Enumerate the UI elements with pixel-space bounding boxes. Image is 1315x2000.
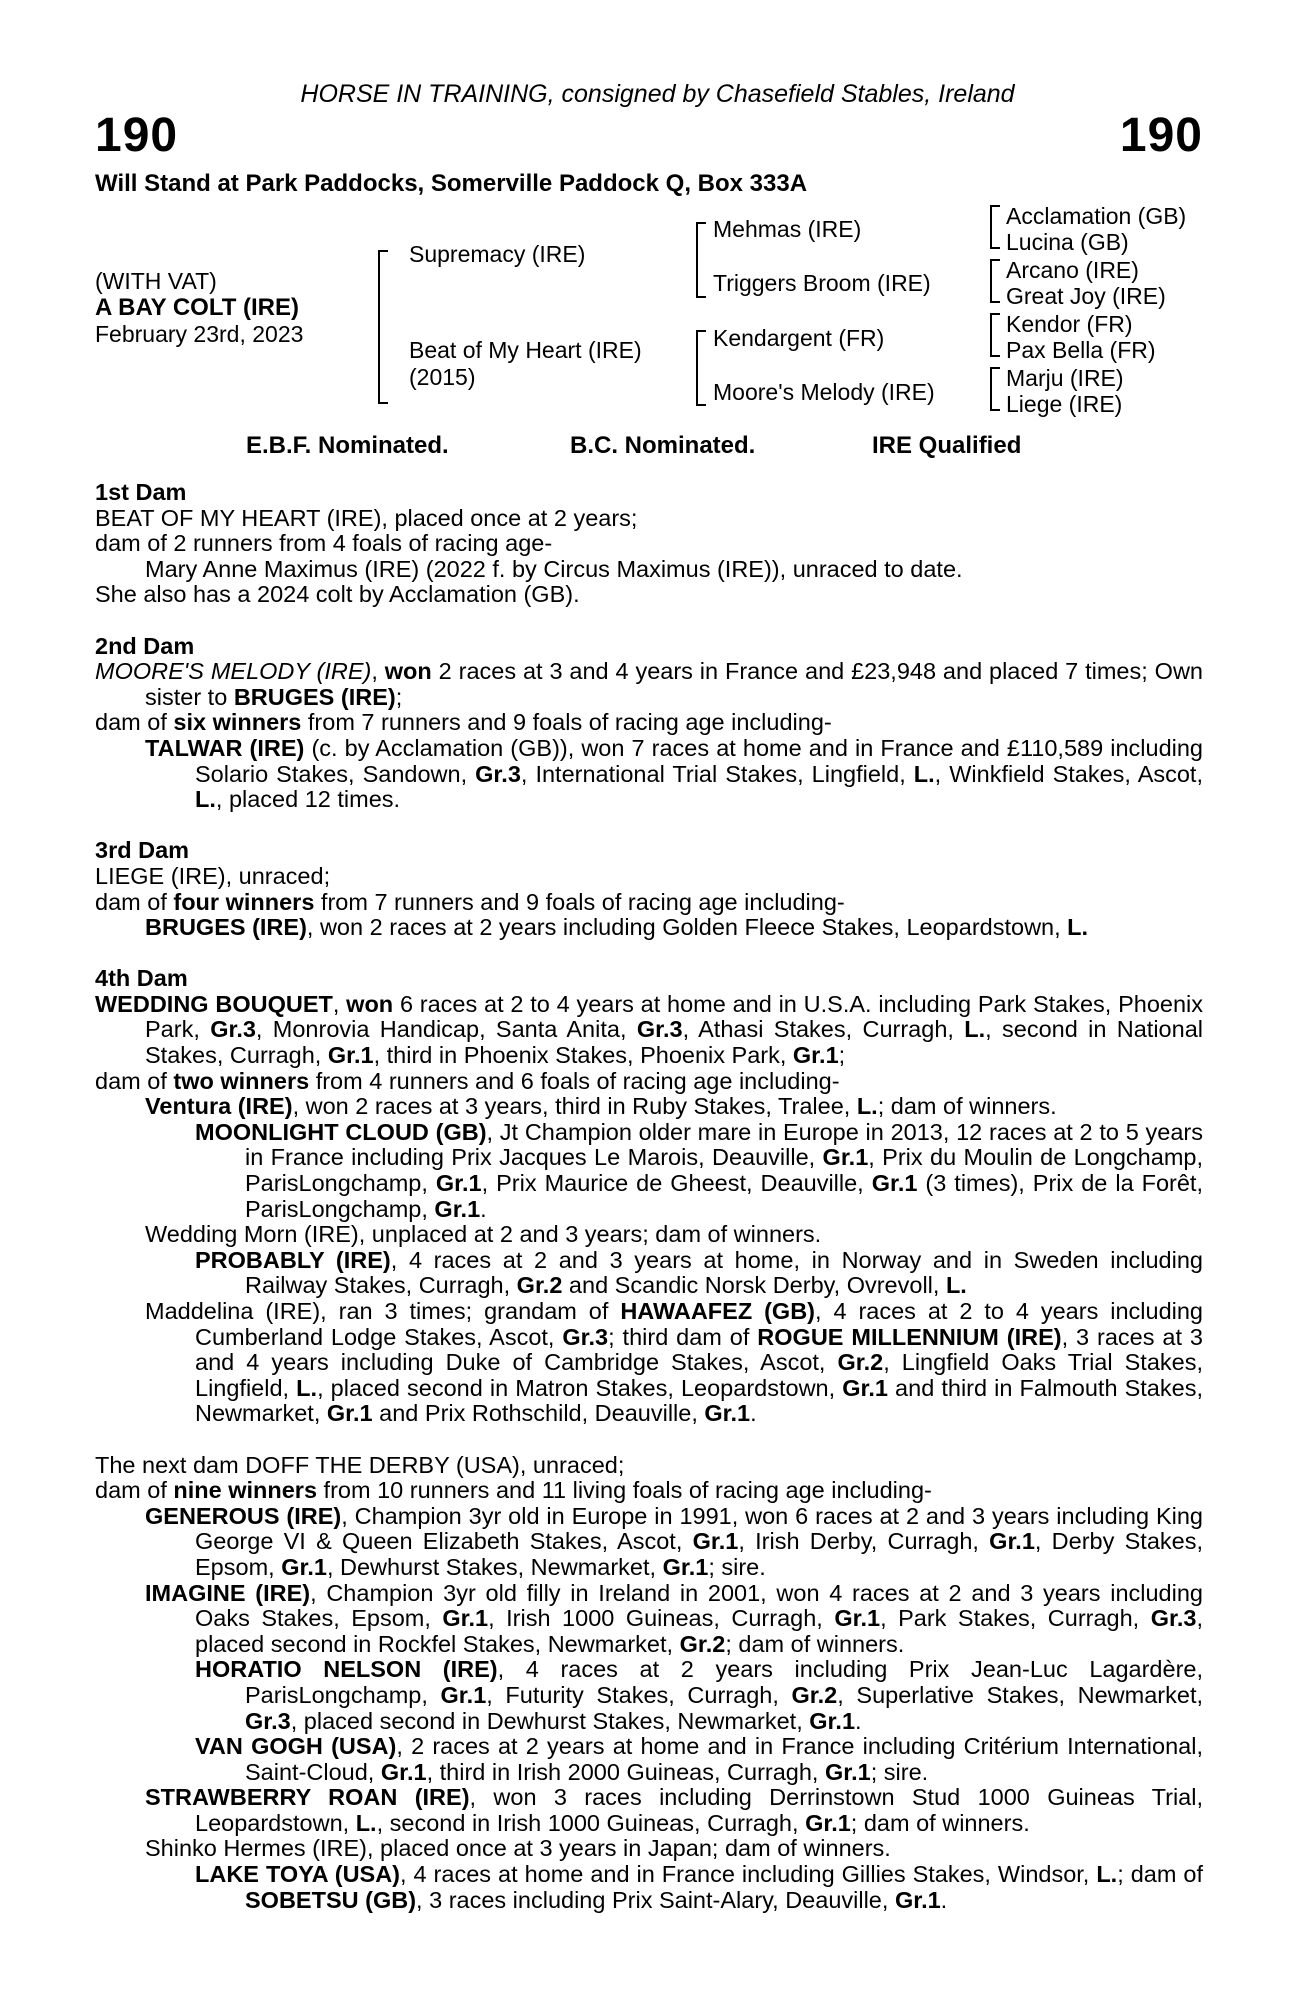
lot-number-left: 190: [95, 109, 179, 162]
gen3-2: Lucina (GB): [1006, 229, 1129, 255]
dam-dam: Moore's Melody (IRE): [713, 379, 935, 405]
gen3-6: Pax Bella (FR): [1006, 337, 1156, 363]
dam2-name: MOORE'S MELODY (IRE): [95, 658, 372, 685]
dam4-line: WEDDING BOUQUET, won 6 races at 2 to 4 years at home and in U.S.A. including Park Stakes, Phoenix Park, Gr.3, Monrovia Handicap, Santa Anita, Gr.3, Athasi Stakes, Curragh, L., second in National Stakes, Curragh, Gr.1, third in Phoenix Stakes, Phoenix Park, Gr.1;: [95, 990, 1204, 1069]
dam4-heading: 4th Dam: [95, 965, 188, 992]
dam1-produce-summary: dam of 2 runners from 4 foals of racing age-: [95, 530, 553, 557]
sire-sire: Mehmas (IRE): [713, 216, 862, 242]
dam4-produce-summary: dam of two winners from 4 runners and 6 foals of racing age including-: [95, 1067, 840, 1094]
dam1-heading: 1st Dam: [95, 479, 187, 505]
dam3-produce-item: BRUGES (IRE), won 2 races at 2 years including Golden Fleece Stakes, Leopardstown, L.: [145, 914, 1089, 941]
dam4-grandproduce-item: MOONLIGHT CLOUD (GB), Jt Champion older mare in Europe in 2013, 12 races at 2 to 5 years in France including Prix Jacques Le Marois, Deauville, Gr.1, Prix du Moulin de Longchamp, ParisLongchamp, Gr.1, Prix Maurice de Gheest, Deauville, Gr.1 (3 times), Prix de la Forêt, ParisLongchamp, Gr.1.: [195, 1118, 1203, 1222]
next-dam-grandproduce-item: LAKE TOYA (USA), 4 races at home and in France including Gillies Stakes, Windsor, L.; dam of SOBETSU (GB), 3 races including Prix Saint-Alary, Deauville, Gr.1.: [195, 1861, 1204, 1913]
dam4-produce-item: Wedding Morn (IRE), unplaced at 2 and 3 years; dam of winners.: [145, 1221, 822, 1248]
brace-g4: [990, 367, 1000, 411]
next-dam-grandproduce-item: HORATIO NELSON (IRE), 4 races at 2 years including Prix Jean-Luc Lagardère, ParisLongchamp, Gr.1, Futurity Stakes, Curragh, Gr.2, Superlative Stakes, Newmarket, Gr.3, placed second in Dewhurst Stakes, Newmarket, Gr.1.: [195, 1656, 1204, 1734]
brace-g1: [990, 205, 1000, 249]
gen3-5: Kendor (FR): [1006, 311, 1133, 337]
brace-sire: [696, 222, 706, 298]
next-dam-produce-summary: dam of nine winners from 10 runners and 11 living foals of racing age including-: [95, 1477, 932, 1504]
dam3-heading: 3rd Dam: [95, 837, 190, 864]
next-dam-produce-item: GENEROUS (IRE), Champion 3yr old in Europe in 1991, won 6 races at 2 and 3 years including King George VI & Queen Elizabeth Stakes, Ascot, Gr.1, Irish Derby, Curragh, Gr.1, Derby Stakes, Epsom, Gr.1, Dewhurst Stakes, Newmarket, Gr.1; sire.: [145, 1502, 1203, 1580]
dam: Beat of My Heart (IRE): [409, 337, 642, 363]
dam4-produce-item: Ventura (IRE), won 2 races at 3 years, third in Ruby Stakes, Tralee, L.; dam of winners.: [145, 1093, 1057, 1120]
ire-qualified: IRE Qualified: [872, 432, 1022, 459]
dam1-produce-item: Mary Anne Maximus (IRE) (2022 f. by Circus Maximus (IRE)), unraced to date.: [145, 555, 963, 582]
dam2-heading: 2nd Dam: [95, 632, 195, 659]
consignor-line: HORSE IN TRAINING, consigned by Chasefield Stables, Ireland: [300, 80, 1015, 108]
gen3-1: Acclamation (GB): [1006, 203, 1187, 229]
next-dam-produce-item: STRAWBERRY ROAN (IRE), won 3 races including Derrinstown Stud 1000 Guineas Trial, Leopardstown, L., second in Irish 1000 Guineas, Curragh, Gr.1; dam of winners.: [145, 1784, 1203, 1836]
gen3-8: Liege (IRE): [1006, 391, 1123, 417]
horse-name: A BAY COLT (IRE): [95, 294, 300, 321]
dam3-produce-summary: dam of four winners from 7 runners and 9 foals of racing age including-: [95, 888, 845, 915]
dam-sire: Kendargent (FR): [713, 325, 885, 351]
gen3-4: Great Joy (IRE): [1006, 283, 1166, 309]
sire: Supremacy (IRE): [409, 241, 586, 267]
gen3-3: Arcano (IRE): [1006, 257, 1139, 283]
dam4-grandproduce-item: PROBABLY (IRE), 4 races at 2 and 3 years at home, in Norway and in Sweden including Railway Stakes, Curragh, Gr.2 and Scandic Norsk Derby, Ovrevoll, L.: [195, 1246, 1203, 1299]
brace-dam: [696, 330, 706, 406]
catalogue-body: [95, 480, 1203, 1913]
lot-number-right: 190: [1119, 109, 1203, 162]
brace-g2: [990, 259, 1000, 303]
bc-nomination: B.C. Nominated.: [570, 432, 756, 459]
gen3-7: Marju (IRE): [1006, 365, 1124, 391]
next-dam-grandproduce-item: VAN GOGH (USA), 2 races at 2 years at home and in France including Critérium International, Saint-Cloud, Gr.1, third in Irish 2000 Guineas, Curragh, Gr.1; sire.: [195, 1733, 1203, 1785]
foaling-date: February 23rd, 2023: [95, 321, 304, 347]
next-dam-line: The next dam DOFF THE DERBY (USA), unraced;: [95, 1451, 625, 1478]
dam4-produce-item: Maddelina (IRE), ran 3 times; grandam of HAWAAFEZ (GB), 4 races at 2 to 4 years including Cumberland Lodge Stakes, Ascot, Gr.3; third dam of ROGUE MILLENNIUM (IRE), 3 races at 3 and 4 years including Duke of Cambridge Stakes, Ascot, Gr.2, Lingfield Oaks Trial Stakes, Lingfield, L., placed second in Matron Stakes, Leopardstown, Gr.1 and third in Falmouth Stakes, Newmarket, Gr.1 and Prix Rothschild, Deauville, Gr.1.: [145, 1298, 1203, 1427]
ebf-nomination: E.B.F. Nominated.: [246, 432, 449, 459]
next-dam-produce-item: IMAGINE (IRE), Champion 3yr old filly in Ireland in 2001, won 4 races at 2 and 3 years including Oaks Stakes, Epsom, Gr.1, Irish 1000 Guineas, Curragh, Gr.1, Park Stakes, Curragh, Gr.3, placed second in Rockfel Stakes, Newmarket, Gr.2; dam of winners.: [145, 1579, 1203, 1657]
dam3-line: LIEGE (IRE), unraced;: [95, 862, 331, 889]
next-dam-produce-item: Shinko Hermes (IRE), placed once at 3 years in Japan; dam of winners.: [145, 1835, 891, 1862]
dam2-line: MOORE'S MELODY (IRE), won 2 races at 3 and 4 years in France and £23,948 and placed 7 times; Own sister to BRUGES (IRE);: [95, 658, 1203, 710]
dam-year: (2015): [409, 364, 476, 390]
brace-g3: [990, 313, 1000, 357]
vat-note: (WITH VAT): [95, 268, 217, 294]
sire-dam: Triggers Broom (IRE): [713, 270, 931, 296]
stand-location: Will Stand at Park Paddocks, Somerville Paddock Q, Box 333A: [95, 170, 808, 197]
brace-gen1: [378, 250, 388, 404]
dam1-note: She also has a 2024 colt by Acclamation (GB).: [95, 581, 580, 608]
dam1-line: BEAT OF MY HEART (IRE), placed once at 2 years;: [95, 504, 638, 531]
dam2-produce-summary: dam of six winners from 7 runners and 9 foals of racing age including-: [95, 709, 832, 736]
dam2-produce-item: TALWAR (IRE) (c. by Acclamation (GB)), won 7 races at home and in France and £110,589 including Solario Stakes, Sandown, Gr.3, International Trial Stakes, Lingfield, L., Winkfield Stakes, Ascot, L., placed 12 times.: [145, 734, 1203, 813]
